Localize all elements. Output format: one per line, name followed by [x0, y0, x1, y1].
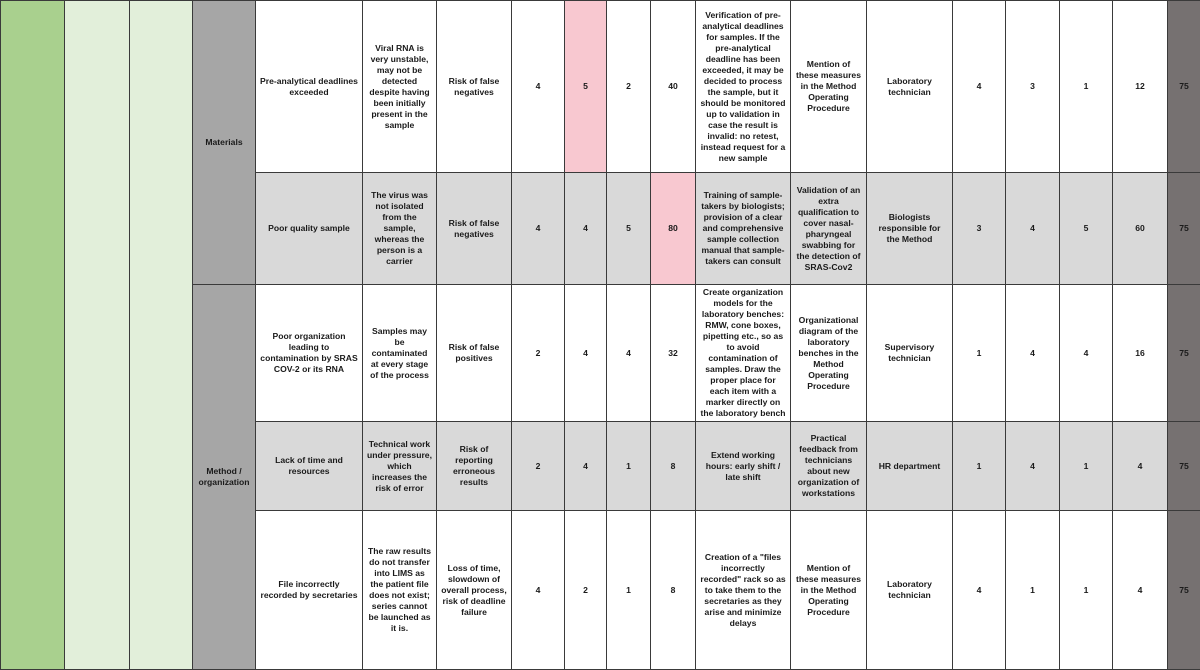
effect-cell: Risk of false positives: [437, 285, 512, 422]
failure-cell: Poor quality sample: [256, 173, 363, 285]
score-cell: 5: [607, 173, 651, 285]
criticality-cell-highlighted: 80: [651, 173, 696, 285]
criticality-cell: 8: [651, 422, 696, 511]
effect-cell: Loss of time, slowdown of overall process, risk of deadline failure: [437, 511, 512, 670]
criticality-cell: 8: [651, 511, 696, 670]
last-column-cell: 75: [1168, 173, 1200, 285]
score-cell: 4: [512, 511, 565, 670]
last-column-cell: 75: [1168, 1, 1200, 173]
green-column-3: [130, 1, 193, 670]
score-cell: 4: [512, 173, 565, 285]
failure-cell: File incorrectly recorded by secretaries: [256, 511, 363, 670]
revised-score-cell: 1: [1006, 511, 1060, 670]
revised-criticality-cell: 4: [1113, 422, 1168, 511]
cause-cell: Technical work under pressure, which increases the risk of error: [363, 422, 437, 511]
action-cell: Creation of a "files incorrectly recorded" rack so as to take them to the secretaries as they arise and minimize delays: [696, 511, 791, 670]
action-cell: Verification of pre-analytical deadlines for samples. If the pre-analytical deadline has been exceeded, it may be decided to process the sample, but it should be monitored up to validation in case the result is invalid: no retest, instead request for a new sample: [696, 1, 791, 173]
score-cell: 2: [607, 1, 651, 173]
score-cell: 4: [565, 285, 607, 422]
score-cell: 4: [565, 422, 607, 511]
last-column-cell: 75: [1168, 511, 1200, 670]
revised-criticality-cell: 60: [1113, 173, 1168, 285]
revised-score-cell: 3: [953, 173, 1006, 285]
criticality-cell: 40: [651, 1, 696, 173]
measure-cell: Mention of these measures in the Method Operating Procedure: [791, 511, 867, 670]
revised-score-cell: 1: [1060, 422, 1113, 511]
score-cell: 4: [607, 285, 651, 422]
score-cell: 2: [512, 422, 565, 511]
responsible-cell: Supervisory technician: [867, 285, 953, 422]
last-column-cell: 75: [1168, 422, 1200, 511]
cause-cell: The raw results do not transfer into LIMS as the patient file does not exist; series cannot be launched as it is.: [363, 511, 437, 670]
score-cell-highlighted: 5: [565, 1, 607, 173]
measure-cell: Organizational diagram of the laboratory benches in the Method Operating Procedure: [791, 285, 867, 422]
revised-score-cell: 4: [953, 511, 1006, 670]
action-cell: Extend working hours: early shift / late shift: [696, 422, 791, 511]
category-method-organization: Method / organization: [193, 285, 256, 670]
last-column-cell: 75: [1168, 285, 1200, 422]
green-column-2: [65, 1, 130, 670]
revised-score-cell: 1: [1060, 1, 1113, 173]
failure-cell: Pre-analytical deadlines exceeded: [256, 1, 363, 173]
revised-criticality-cell: 4: [1113, 511, 1168, 670]
failure-cell: Poor organization leading to contamination by SRAS COV-2 or its RNA: [256, 285, 363, 422]
effect-cell: Risk of false negatives: [437, 1, 512, 173]
criticality-cell: 32: [651, 285, 696, 422]
responsible-cell: Laboratory technician: [867, 1, 953, 173]
table-row: [1, 1, 1200, 173]
score-cell: 1: [607, 422, 651, 511]
cause-cell: The virus was not isolated from the sample, whereas the person is a carrier: [363, 173, 437, 285]
measure-cell: Mention of these measures in the Method Operating Procedure: [791, 1, 867, 173]
revised-score-cell: 5: [1060, 173, 1113, 285]
responsible-cell: HR department: [867, 422, 953, 511]
revised-criticality-cell: 12: [1113, 1, 1168, 173]
responsible-cell: Biologists responsible for the Method: [867, 173, 953, 285]
revised-score-cell: 4: [1006, 173, 1060, 285]
action-cell: Create organization models for the laboratory benches: RMW, cone boxes, pipetting etc., so as to avoid contamination of samples. Draw the proper place for each item with a marker directly on the laboratory bench: [696, 285, 791, 422]
revised-score-cell: 4: [1006, 422, 1060, 511]
green-column-1: [1, 1, 65, 670]
revised-score-cell: 3: [1006, 1, 1060, 173]
score-cell: 2: [565, 511, 607, 670]
effect-cell: Risk of reporting erroneous results: [437, 422, 512, 511]
revised-score-cell: 4: [953, 1, 1006, 173]
measure-cell: Practical feedback from technicians about new organization of workstations: [791, 422, 867, 511]
score-cell: 4: [512, 1, 565, 173]
revised-score-cell: 1: [953, 422, 1006, 511]
revised-score-cell: 4: [1060, 285, 1113, 422]
revised-criticality-cell: 16: [1113, 285, 1168, 422]
score-cell: 4: [565, 173, 607, 285]
responsible-cell: Laboratory technician: [867, 511, 953, 670]
measure-cell: Validation of an extra qualification to cover nasal-pharyngeal swabbing for the detection of SRAS-Cov2: [791, 173, 867, 285]
cause-cell: Viral RNA is very unstable, may not be detected despite having been initially present in the sample: [363, 1, 437, 173]
cause-cell: Samples may be contaminated at every stage of the process: [363, 285, 437, 422]
score-cell: 1: [607, 511, 651, 670]
failure-cell: Lack of time and resources: [256, 422, 363, 511]
category-materials: Materials: [193, 1, 256, 285]
effect-cell: Risk of false negatives: [437, 173, 512, 285]
revised-score-cell: 1: [953, 285, 1006, 422]
revised-score-cell: 1: [1060, 511, 1113, 670]
revised-score-cell: 4: [1006, 285, 1060, 422]
action-cell: Training of sample-takers by biologists; provision of a clear and comprehensive sample collection manual that sample-takers can consult: [696, 173, 791, 285]
score-cell: 2: [512, 285, 565, 422]
